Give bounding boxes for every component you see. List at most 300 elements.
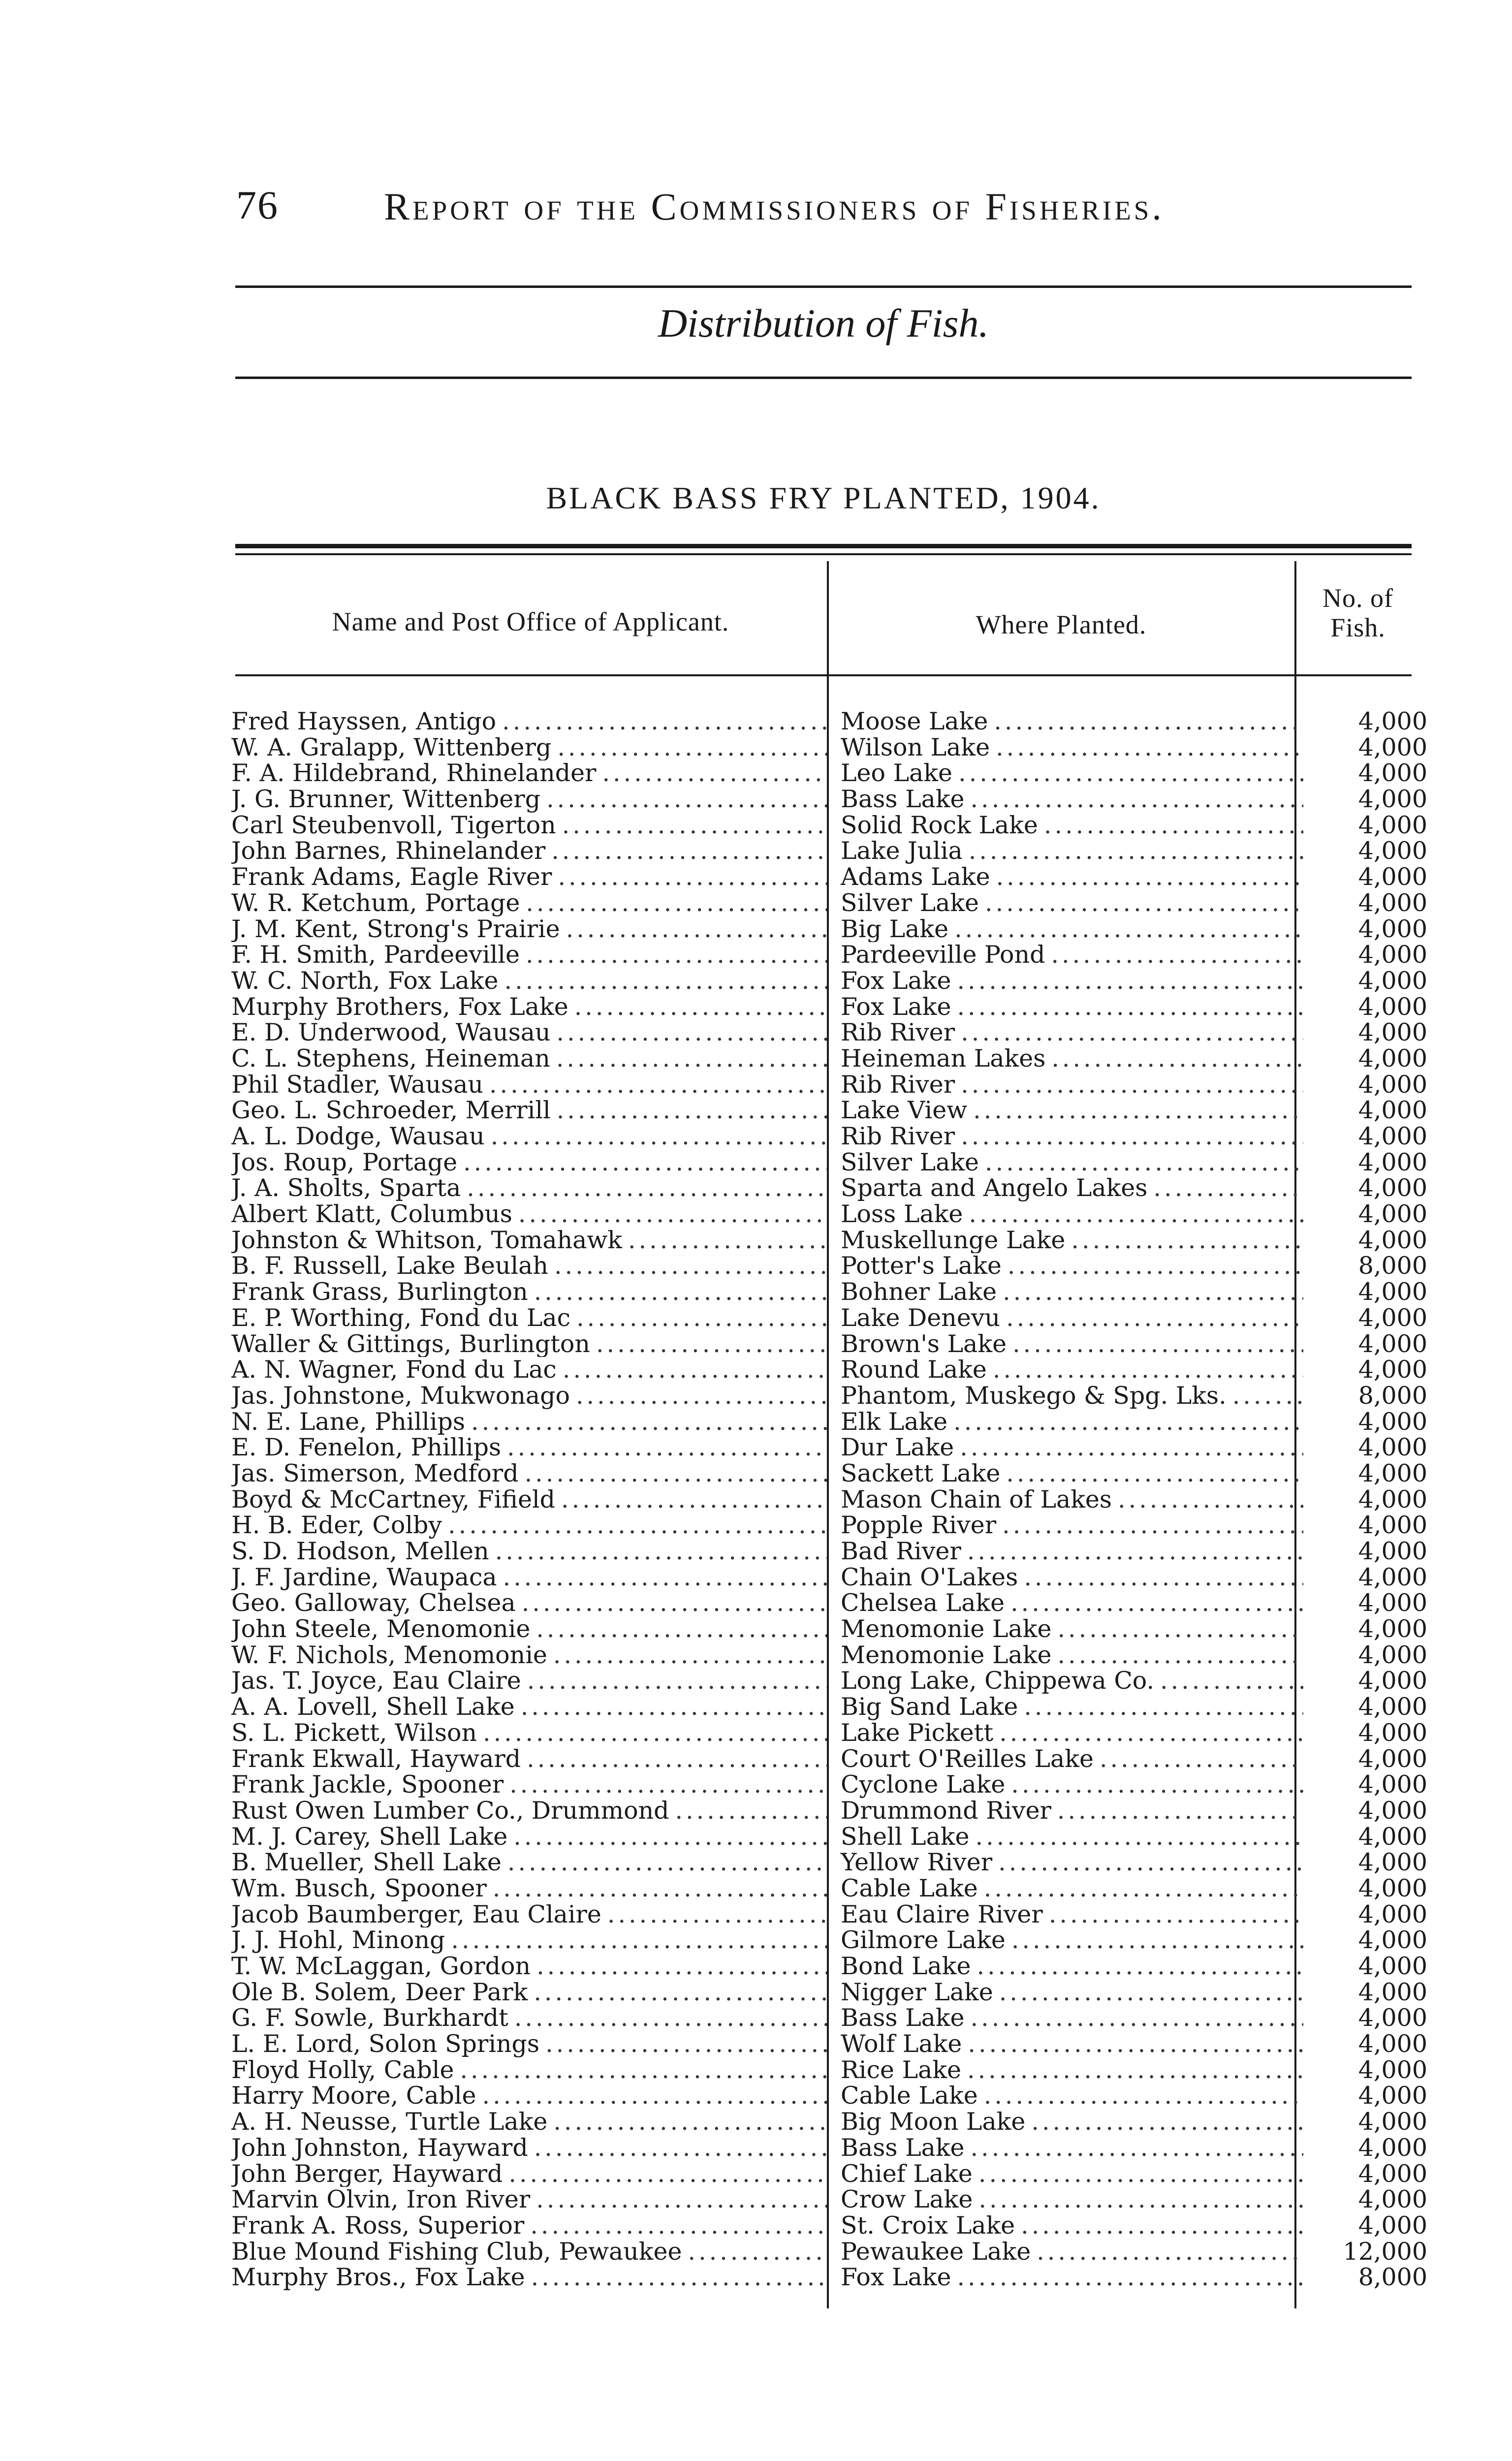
applicant-name: Albert Klatt, Columbus bbox=[231, 1201, 512, 1228]
applicant-cell bbox=[231, 916, 832, 943]
where-cell bbox=[832, 1020, 1309, 1046]
leader-dots bbox=[562, 813, 827, 839]
fish-count: 4,000 bbox=[1358, 1407, 1427, 1436]
applicant-cell bbox=[231, 942, 832, 968]
leader-dots bbox=[536, 1954, 827, 1980]
applicant-name: N. E. Lane, Phillips bbox=[231, 1409, 465, 1435]
leader-dots bbox=[1100, 1746, 1303, 1772]
table-row bbox=[231, 1902, 1427, 1928]
table-row bbox=[231, 1616, 1427, 1642]
leader-dots bbox=[527, 1746, 827, 1772]
applicant-name: J. J. Hohl, Minong bbox=[231, 1927, 445, 1954]
where-planted: Silver Lake bbox=[841, 890, 979, 916]
leader-dots bbox=[1057, 1616, 1303, 1642]
where-cell bbox=[832, 1876, 1309, 1902]
applicant-name: Frank Jackle, Spooner bbox=[231, 1772, 504, 1798]
where-cell bbox=[832, 1668, 1309, 1694]
applicant-cell bbox=[231, 1305, 832, 1331]
leader-dots bbox=[1021, 2213, 1303, 2239]
where-planted: Nigger Lake bbox=[841, 1979, 993, 2006]
where-cell bbox=[832, 1850, 1309, 1876]
fish-count: 4,000 bbox=[1358, 1459, 1427, 1487]
leader-dots bbox=[536, 2187, 827, 2213]
applicant-cell bbox=[231, 1746, 832, 1772]
leader-dots bbox=[1051, 1046, 1303, 1072]
applicant-cell bbox=[231, 1098, 832, 1124]
where-planted: Sparta and Angelo Lakes bbox=[841, 1175, 1148, 1202]
applicant-cell bbox=[231, 735, 832, 761]
where-planted: Lake Julia bbox=[841, 838, 963, 865]
where-cell bbox=[832, 1772, 1309, 1798]
table-row bbox=[231, 1565, 1427, 1591]
table-row bbox=[231, 709, 1427, 735]
where-planted: Chelsea Lake bbox=[841, 1590, 1005, 1617]
leader-dots bbox=[1153, 1175, 1303, 1201]
table-row bbox=[231, 735, 1427, 761]
table-row bbox=[231, 1668, 1427, 1694]
where-planted: Big Sand Lake bbox=[841, 1694, 1018, 1720]
where-planted: Bohner Lake bbox=[841, 1279, 997, 1305]
applicant-name: John Berger, Hayward bbox=[231, 2161, 503, 2187]
where-planted: Shell Lake bbox=[841, 1824, 970, 1850]
leader-dots bbox=[514, 2005, 827, 2031]
applicant-name: Ole B. Solem, Deer Park bbox=[231, 1979, 528, 2006]
applicant-cell bbox=[231, 838, 832, 864]
where-planted: Big Lake bbox=[841, 916, 949, 943]
applicant-name: T. W. McLaggan, Gordon bbox=[231, 1954, 531, 1980]
applicant-cell bbox=[231, 1539, 832, 1565]
leader-dots bbox=[483, 1720, 827, 1746]
where-cell bbox=[832, 1175, 1309, 1201]
table-row bbox=[231, 2109, 1427, 2135]
table-row bbox=[231, 838, 1427, 864]
applicant-cell bbox=[231, 2057, 832, 2083]
leader-dots bbox=[985, 1150, 1303, 1176]
applicant-name: John Johnston, Hayward bbox=[231, 2135, 528, 2161]
fish-count: 4,000 bbox=[1358, 1589, 1427, 1617]
applicant-name: Murphy Brothers, Fox Lake bbox=[231, 994, 568, 1020]
leader-dots bbox=[967, 2057, 1303, 2083]
applicant-name: Frank Grass, Burlington bbox=[231, 1279, 528, 1305]
fish-count: 4,000 bbox=[1358, 1303, 1427, 1332]
leader-dots bbox=[971, 2135, 1303, 2161]
fish-count: 4,000 bbox=[1358, 1796, 1427, 1825]
leader-dots bbox=[1024, 1694, 1303, 1720]
leader-dots bbox=[574, 994, 827, 1020]
table-row bbox=[231, 1539, 1427, 1565]
leader-dots bbox=[534, 2135, 827, 2161]
leader-dots bbox=[957, 994, 1303, 1020]
leader-dots bbox=[1006, 1461, 1303, 1487]
leader-dots bbox=[1003, 1279, 1303, 1305]
table-row bbox=[231, 1435, 1427, 1461]
table-row bbox=[231, 994, 1427, 1020]
table-row bbox=[231, 1927, 1427, 1954]
applicant-name: Rust Owen Lumber Co., Drummond bbox=[231, 1798, 669, 1824]
where-planted: Cyclone Lake bbox=[841, 1772, 1006, 1798]
leader-dots bbox=[957, 968, 1303, 994]
applicant-cell bbox=[231, 968, 832, 994]
where-planted: Menomonie Lake bbox=[841, 1616, 1052, 1642]
applicant-cell bbox=[231, 1175, 832, 1201]
where-cell bbox=[832, 1694, 1309, 1720]
table-row bbox=[231, 1694, 1427, 1720]
table-row bbox=[231, 1331, 1427, 1357]
leader-dots bbox=[561, 1487, 827, 1513]
applicant-name: A. A. Lovell, Shell Lake bbox=[231, 1694, 515, 1720]
applicant-cell bbox=[231, 709, 832, 735]
where-planted: St. Croix Lake bbox=[841, 2212, 1015, 2239]
fish-count: 4,000 bbox=[1358, 811, 1427, 839]
where-cell bbox=[832, 1746, 1309, 1772]
leader-dots bbox=[1049, 1902, 1303, 1928]
where-planted: Pardeeville Pond bbox=[841, 942, 1045, 968]
where-planted: Lake Denevu bbox=[841, 1305, 1001, 1331]
applicant-cell bbox=[231, 1565, 832, 1591]
table-row bbox=[231, 2005, 1427, 2031]
where-cell bbox=[832, 2213, 1309, 2239]
fish-count: 4,000 bbox=[1358, 1693, 1427, 1721]
fish-count: 4,000 bbox=[1358, 759, 1427, 788]
where-planted: Crow Lake bbox=[841, 2187, 973, 2213]
table-row bbox=[231, 942, 1427, 968]
leader-dots bbox=[551, 838, 827, 864]
leader-dots bbox=[961, 1072, 1303, 1098]
leader-dots bbox=[531, 2265, 827, 2291]
table-row bbox=[231, 2187, 1427, 2213]
fish-count: 4,000 bbox=[1358, 1667, 1427, 1695]
applicant-cell bbox=[231, 1876, 832, 1902]
fish-count: 4,000 bbox=[1358, 1926, 1427, 1955]
leader-dots bbox=[971, 2005, 1303, 2031]
fish-count: 4,000 bbox=[1358, 1615, 1427, 1643]
table-head-rule bbox=[235, 674, 1412, 676]
where-cell bbox=[832, 813, 1309, 839]
applicant-name: B. F. Russell, Lake Beulah bbox=[231, 1253, 548, 1280]
applicant-cell bbox=[231, 1046, 832, 1072]
applicant-cell bbox=[231, 787, 832, 813]
table-row bbox=[231, 2239, 1427, 2265]
applicant-name: E. D. Underwood, Wausau bbox=[231, 1020, 551, 1046]
applicant-name: W. F. Nichols, Menomonie bbox=[231, 1642, 547, 1669]
where-cell bbox=[832, 709, 1309, 735]
leader-dots bbox=[467, 1175, 827, 1201]
leader-dots bbox=[1031, 2109, 1303, 2135]
leader-dots bbox=[958, 760, 1303, 787]
applicant-name: Murphy Bros., Fox Lake bbox=[231, 2265, 525, 2291]
where-planted: Fox Lake bbox=[841, 2265, 951, 2291]
leader-dots bbox=[1008, 1253, 1303, 1279]
applicant-name: Jacob Baumberger, Eau Claire bbox=[231, 1901, 601, 1928]
where-planted: Dur Lake bbox=[841, 1435, 954, 1461]
fish-count: 4,000 bbox=[1358, 2159, 1427, 2188]
fish-count: 4,000 bbox=[1358, 1329, 1427, 1358]
fish-count: 4,000 bbox=[1358, 1511, 1427, 1540]
applicant-cell bbox=[231, 1279, 832, 1305]
leader-dots bbox=[969, 1201, 1303, 1228]
fish-count: 4,000 bbox=[1358, 1848, 1427, 1877]
where-cell bbox=[832, 1201, 1309, 1228]
leader-dots bbox=[546, 787, 827, 813]
where-cell bbox=[832, 942, 1309, 968]
leader-dots bbox=[502, 709, 827, 735]
leader-dots bbox=[961, 1020, 1303, 1046]
applicant-name: Boyd & McCartney, Fifield bbox=[231, 1486, 556, 1513]
leader-dots bbox=[1002, 1513, 1303, 1539]
leader-dots bbox=[545, 2031, 827, 2057]
leader-dots bbox=[1057, 1798, 1303, 1824]
fish-count: 4,000 bbox=[1358, 1122, 1427, 1150]
where-cell bbox=[832, 1435, 1309, 1461]
table-title: BLACK BASS FRY PLANTED, 1904. bbox=[546, 480, 1101, 515]
table-row bbox=[231, 2161, 1427, 2187]
leader-dots bbox=[507, 1435, 827, 1461]
where-cell bbox=[832, 1616, 1309, 1642]
table-row bbox=[231, 1720, 1427, 1746]
applicant-cell bbox=[231, 2265, 832, 2291]
where-cell bbox=[832, 787, 1309, 813]
where-cell bbox=[832, 1253, 1309, 1279]
where-cell bbox=[832, 760, 1309, 787]
section-title: Distribution of Fish. bbox=[658, 301, 989, 346]
applicant-cell bbox=[231, 1980, 832, 2006]
applicant-cell bbox=[231, 1409, 832, 1435]
where-planted: Wilson Lake bbox=[841, 734, 990, 761]
applicant-cell bbox=[231, 890, 832, 916]
header-rule-bottom bbox=[235, 377, 1412, 379]
leader-dots bbox=[960, 1435, 1303, 1461]
fish-count: 4,000 bbox=[1358, 992, 1427, 1021]
where-planted: Drummond River bbox=[841, 1798, 1051, 1824]
leader-dots bbox=[525, 1461, 827, 1487]
leader-dots bbox=[530, 2213, 827, 2239]
leader-dots bbox=[576, 1383, 827, 1409]
leader-dots bbox=[557, 735, 827, 761]
table-row bbox=[231, 1124, 1427, 1150]
applicant-cell bbox=[231, 994, 832, 1020]
applicant-cell bbox=[231, 2213, 832, 2239]
table-row bbox=[231, 1798, 1427, 1824]
applicant-name: Harry Moore, Cable bbox=[231, 2083, 476, 2110]
applicant-name: Carl Steubenvoll, Tigerton bbox=[231, 812, 556, 839]
where-cell bbox=[832, 2031, 1309, 2057]
leader-dots bbox=[985, 890, 1303, 916]
applicant-cell bbox=[231, 1694, 832, 1720]
applicant-name: A. L. Dodge, Wausau bbox=[231, 1124, 485, 1150]
applicant-cell bbox=[231, 1616, 832, 1642]
where-planted: Big Moon Lake bbox=[841, 2109, 1026, 2135]
where-cell bbox=[832, 916, 1309, 943]
where-planted: Chief Lake bbox=[841, 2161, 973, 2187]
applicant-name: F. H. Smith, Pardeeville bbox=[231, 942, 520, 968]
leader-dots bbox=[1024, 1565, 1303, 1591]
where-planted: Solid Rock Lake bbox=[841, 812, 1038, 839]
table-row bbox=[231, 1305, 1427, 1331]
leader-dots bbox=[534, 1980, 827, 2006]
applicant-cell bbox=[231, 1124, 832, 1150]
table-row bbox=[231, 1461, 1427, 1487]
where-planted: Bass Lake bbox=[841, 2135, 965, 2161]
fish-count: 4,000 bbox=[1358, 941, 1427, 969]
where-planted: Adams Lake bbox=[841, 864, 990, 890]
fish-count: 4,000 bbox=[1358, 2004, 1427, 2032]
applicant-name: C. L. Stephens, Heineman bbox=[231, 1045, 550, 1072]
fish-count: 4,000 bbox=[1358, 785, 1427, 814]
where-planted: Cable Lake bbox=[841, 2083, 978, 2110]
where-cell bbox=[832, 735, 1309, 761]
fish-count: 4,000 bbox=[1358, 2055, 1427, 2084]
where-planted: Menomonie Lake bbox=[841, 1642, 1052, 1669]
applicant-cell bbox=[231, 1954, 832, 1980]
table-row bbox=[231, 1746, 1427, 1772]
applicant-name: Waller & Gittings, Burlington bbox=[231, 1331, 590, 1357]
fish-count: 4,000 bbox=[1358, 2133, 1427, 2162]
leader-dots bbox=[675, 1798, 827, 1824]
where-cell bbox=[832, 1150, 1309, 1176]
where-cell bbox=[832, 2239, 1309, 2265]
leader-dots bbox=[978, 2187, 1303, 2213]
table-row bbox=[231, 2057, 1427, 2083]
table-row bbox=[231, 1357, 1427, 1383]
table-row bbox=[231, 2213, 1427, 2239]
table-top-rule-thick bbox=[235, 544, 1412, 548]
applicant-cell bbox=[231, 1487, 832, 1513]
leader-dots bbox=[576, 1305, 827, 1331]
where-cell bbox=[832, 1539, 1309, 1565]
applicant-name: W. C. North, Fox Lake bbox=[231, 968, 499, 994]
table-row bbox=[231, 1954, 1427, 1980]
applicant-cell bbox=[231, 1513, 832, 1539]
applicant-name: Floyd Holly, Cable bbox=[231, 2057, 454, 2083]
applicant-name: S. D. Hodson, Mellen bbox=[231, 1539, 489, 1565]
column-header-count-line1: No. of bbox=[1323, 583, 1393, 613]
where-cell bbox=[832, 1279, 1309, 1305]
table-row bbox=[231, 1824, 1427, 1850]
where-planted: Long Lake, Chippewa Co. bbox=[841, 1668, 1155, 1695]
where-cell bbox=[832, 2083, 1309, 2109]
leader-dots bbox=[493, 1876, 827, 1902]
applicant-name: S. L. Pickett, Wilson bbox=[231, 1720, 477, 1746]
where-cell bbox=[832, 1046, 1309, 1072]
column-header-count-line2: Fish. bbox=[1330, 613, 1386, 642]
applicant-name: L. E. Lord, Solon Springs bbox=[231, 2031, 540, 2057]
leader-dots bbox=[563, 1357, 827, 1383]
table-row bbox=[231, 1876, 1427, 1902]
leader-dots bbox=[996, 864, 1303, 890]
column-header-applicant: Name and Post Office of Applicant. bbox=[332, 607, 729, 636]
fish-count: 4,000 bbox=[1358, 2108, 1427, 2136]
applicant-cell bbox=[231, 1228, 832, 1254]
table-row bbox=[231, 760, 1427, 787]
leader-dots bbox=[471, 1409, 827, 1435]
applicant-name: Blue Mound Fishing Club, Pewaukee bbox=[231, 2239, 682, 2265]
where-planted: Cable Lake bbox=[841, 1875, 978, 1902]
leader-dots bbox=[1037, 2239, 1303, 2265]
where-cell bbox=[832, 2161, 1309, 2187]
applicant-cell bbox=[231, 2161, 832, 2187]
where-cell bbox=[832, 1098, 1309, 1124]
leader-dots bbox=[557, 1020, 827, 1046]
table-row bbox=[231, 1175, 1427, 1201]
where-planted: Moose Lake bbox=[841, 709, 988, 735]
table-row bbox=[231, 1098, 1427, 1124]
fish-count: 8,000 bbox=[1358, 1381, 1427, 1410]
applicant-cell bbox=[231, 1072, 832, 1098]
applicant-cell bbox=[231, 813, 832, 839]
leader-dots bbox=[1006, 1305, 1303, 1331]
applicant-name: Frank Adams, Eagle River bbox=[231, 864, 552, 890]
table-row bbox=[231, 2031, 1427, 2057]
where-cell bbox=[832, 1565, 1309, 1591]
applicant-name: J. G. Brunner, Wittenberg bbox=[231, 787, 541, 813]
fish-count: 12,000 bbox=[1343, 2237, 1427, 2266]
fish-count: 4,000 bbox=[1358, 888, 1427, 917]
where-cell bbox=[832, 2057, 1309, 2083]
fish-count: 4,000 bbox=[1358, 1900, 1427, 1928]
where-planted: Bond Lake bbox=[841, 1954, 971, 1980]
page-number: 76 bbox=[236, 183, 279, 227]
where-cell bbox=[832, 2187, 1309, 2213]
leader-dots bbox=[463, 1150, 827, 1176]
applicant-cell bbox=[231, 2083, 832, 2109]
where-cell bbox=[832, 838, 1309, 864]
where-planted: Fox Lake bbox=[841, 968, 951, 994]
where-cell bbox=[832, 864, 1309, 890]
fish-count: 4,000 bbox=[1358, 1174, 1427, 1202]
where-planted: Eau Claire River bbox=[841, 1901, 1043, 1928]
table-top-rule-thin bbox=[235, 553, 1412, 555]
applicant-name: A. H. Neusse, Turtle Lake bbox=[231, 2109, 548, 2135]
where-planted: Leo Lake bbox=[841, 760, 953, 787]
fish-count: 4,000 bbox=[1358, 1018, 1427, 1047]
where-cell bbox=[832, 1927, 1309, 1954]
fish-count: 4,000 bbox=[1358, 1044, 1427, 1073]
leader-dots bbox=[1118, 1487, 1303, 1513]
fish-count: 4,000 bbox=[1358, 1148, 1427, 1176]
where-planted: Sackett Lake bbox=[841, 1460, 1001, 1487]
leader-dots bbox=[507, 1850, 827, 1876]
leader-dots bbox=[602, 760, 827, 787]
fish-count: 4,000 bbox=[1358, 1718, 1427, 1747]
fish-count: 4,000 bbox=[1358, 2030, 1427, 2058]
fish-count: 4,000 bbox=[1358, 2211, 1427, 2240]
leader-dots bbox=[518, 1201, 827, 1228]
where-planted: Rice Lake bbox=[841, 2057, 962, 2083]
fish-count: 8,000 bbox=[1358, 1252, 1427, 1280]
applicant-cell bbox=[231, 1642, 832, 1669]
where-cell bbox=[832, 1590, 1309, 1616]
applicant-cell bbox=[231, 1668, 832, 1694]
where-cell bbox=[832, 1331, 1309, 1357]
where-planted: Bass Lake bbox=[841, 2005, 965, 2032]
leader-dots bbox=[957, 2265, 1303, 2291]
table-row bbox=[231, 1590, 1427, 1616]
applicant-cell bbox=[231, 1357, 832, 1383]
leader-dots bbox=[527, 1668, 827, 1694]
leader-dots bbox=[596, 1331, 827, 1357]
leader-dots bbox=[534, 1279, 827, 1305]
where-planted: Popple River bbox=[841, 1513, 997, 1539]
fish-count: 4,000 bbox=[1358, 1770, 1427, 1799]
leader-dots bbox=[491, 1124, 827, 1150]
leader-dots bbox=[558, 864, 827, 890]
where-planted: Bass Lake bbox=[841, 787, 965, 813]
where-cell bbox=[832, 2135, 1309, 2161]
leader-dots bbox=[509, 1772, 827, 1798]
applicant-cell bbox=[231, 1331, 832, 1357]
leader-dots bbox=[448, 1513, 827, 1539]
fish-count: 4,000 bbox=[1358, 1952, 1427, 1980]
